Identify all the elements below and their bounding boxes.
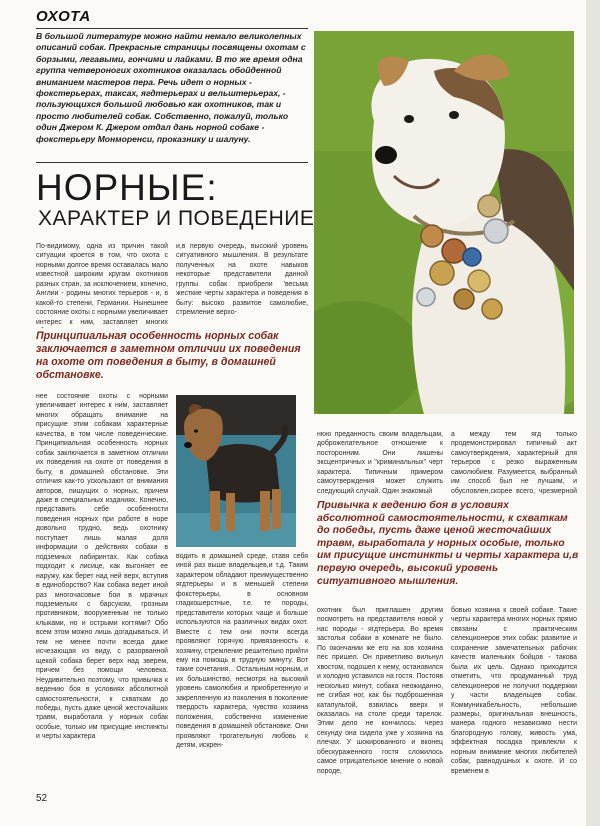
column-a-main: нее состояние охоты с норными увеличивает интерес к ним, заставляет многих обращать внимание на присущие этим собакам характерные качества, в том числе поведенческие. Принципиальная особенность норных собак заключается в заметном отличии их поведения на охоте от поведения в быту, в домашней обстановке. Эти отличия как-то ускользают от внимания авторов, пишущих о норных, причем даже в специальных изданиях. Конечно, представить себе особенности поведения норных при работе в норе довольно трудно, ведь охотнику поступает лишь малая доля информации о действиях собаки в подземных лабиринтах. Как собака подходит к лисице, как выгоняет ее наружу, как берет над ней верх, вступив в единоборство? Как собака ведет иной раз многочасовые бои в мрачных подземельях с барсуком, грозным противником, вооруженным не только клыками, но и острыми когтями? Обо всем этом можно лишь догадываться. И тем не менее почти всегда даже исчезающая из виду, с разорванной щекой собака берет верх над зверем, причем без помощи человека. Неудивительно поэтому, что привычка к ведению боя в условиях абсолютной самостоятельности, к схваткам до победы, пусть даже ценой жесточайших травм, выработала у норных собак особые, только им присущие инстинкты и черты характера	[36, 393, 168, 741]
intro-paragraph: В большой литературе можно найти немало великолепных описаний собак. Прекрасные страницы посвящены охотам с борзыми, легавыми, гончими и лайками. В то же время одна группа четвероногих охотников оказалась обойденной вниманием мастеров пера. Речь идет о норных - фокстерьерах, таксах, ягдтерьерах и вельштерьерах, - пользующихся большой любовью как охотников, так и просто любителей собак. Собственно, пожалуй, только один Джером К. Джером отдал дань норной собаке - фокстерьеру Монморенси, проказнику и шалуну.	[36, 31, 306, 144]
section-label: ОХОТА	[36, 8, 91, 25]
divider-mid	[36, 162, 308, 163]
page-number: 52	[36, 793, 48, 804]
column-d-mid: а между тем ягд только продемонстрировал типичный акт самоутверждения, характерный для терьеров с резко выраженным самолюбием. Разумеется, выбранный им способ был не лучшим, и обусловлен,скорее всего, чрезмерной	[451, 431, 577, 495]
fox-terrier-photo	[314, 31, 574, 414]
welsh-terrier-illustration	[176, 395, 296, 547]
column-a-top: По-видимому, одна из причин такой ситуации кроется в том, что охота с норными долгое время оставалась мало известной широким кругам охотников разных стран, за исключением, конечно, Англии - родины многих терьеров - и, в какой-то степени, Германии. Нынешнее состояние охоты с норными увеличивает интерес к ним, заставляет многих	[36, 243, 168, 326]
article-subheadline: ХАРАКТЕР И ПОВЕДЕНИЕ	[38, 207, 315, 230]
column-b-main: водить в домашней среде, ставя себя иной раз выше владельцев,и т.д. Таким характером обладают преимущественно ягдтерьеры и в меньшей степени фокстерьеры, в основном гладкошерстные, т.е. те породы, представители которых чаще и больше используются на различных видах охот. Вместе с тем они почти всегда проявляют горячую привязанность к хозяину, стремление решительно прийти ему на помощь в трудную минуту. Вот такие сочетания... Остальным норным, и их большинство, несмотря на высокий уровень самолюбия и приобретенную и закрепленную из поколения в поколение твердость характера, чувство хозяина положения, собственно изменение поведения в домашней обстановке. Они проявляют трогательную любовь к детям, искрен-	[176, 553, 308, 750]
fox-terrier-illustration	[314, 31, 574, 414]
welsh-terrier-photo	[176, 395, 296, 547]
page-edge-shadow	[586, 0, 600, 826]
divider-top	[36, 28, 308, 29]
column-d-bottom: бовью хозяина к своей собаке. Такие черты характера многих норных прямо связаны с практическим селекционеров этих собак: развитие и сохранение замечательных рабочих качеств маленьких бойцов - такова была их цель. Однако приходится отметить, что продуманный труд селекционеров не получил поддержки у части владельцев собак. Коммуникабельность, небольшие размеры, оригинальная внешность, манера годного независимо нести благородную голову, живость ума, эффектная посадка привлекли к норным внимание многих любителей собак, равнодушных к охоте. И со временем в	[451, 607, 577, 775]
pullquote-2: Привычка к ведению боя в условиях абсолютной самостоятельности, к схваткам до победы, пусть даже ценой жесточайших травм, выработала у норных особые, только им присущие инстинкты и черты характера и,в первую очередь, высокий уровень ситуативного мышления.	[317, 500, 579, 587]
column-c-mid: нюю преданность своим владельцам, доброжелательное отношение к посторонним. Они лишены эксцентричных и "криминальных" черт характера. Типичным примером самоутверждения может служить следующий случай. Один знакомый	[317, 431, 443, 495]
article-headline: НОРНЫЕ:	[36, 167, 218, 208]
pullquote-1: Принципиальная особенность норных собак заключается в заметном отличии их поведения на охоте от поведения в быту, в домашней обстановке.	[36, 330, 301, 381]
column-b-top: и,в первую очередь, высокий уровень ситуативного мышления. В результате полученных на охоте навыков некоторые представители данной группы собак приобрели 'весьма жесткие черты характера и поведения в быту: высоко развитое самолюбие, стремление верхо-	[176, 243, 308, 317]
column-c-bottom: охотник был приглашен другим посмотреть на представителя новой у нас породы - ягдтерьера. Во время застолья собаки в комнате не было. По окончании же его на зов хозяина пес пришел. Он приветливо вильнул хвостом, подошел к нему, остановился и холодно уставился на гостя. Постояв несколько минут, собака неожиданно, не сгибая ног, как бы подброшенная катапультой, взвилась вверх и оказалась на столе среди тарелок. Этим дело не кончилось: через секунду она сидела уже у хозяина на плечах. У шокированного и вконец обескураженного гостя сложилось самое отрицательное мнение о новой породе,	[317, 607, 443, 775]
